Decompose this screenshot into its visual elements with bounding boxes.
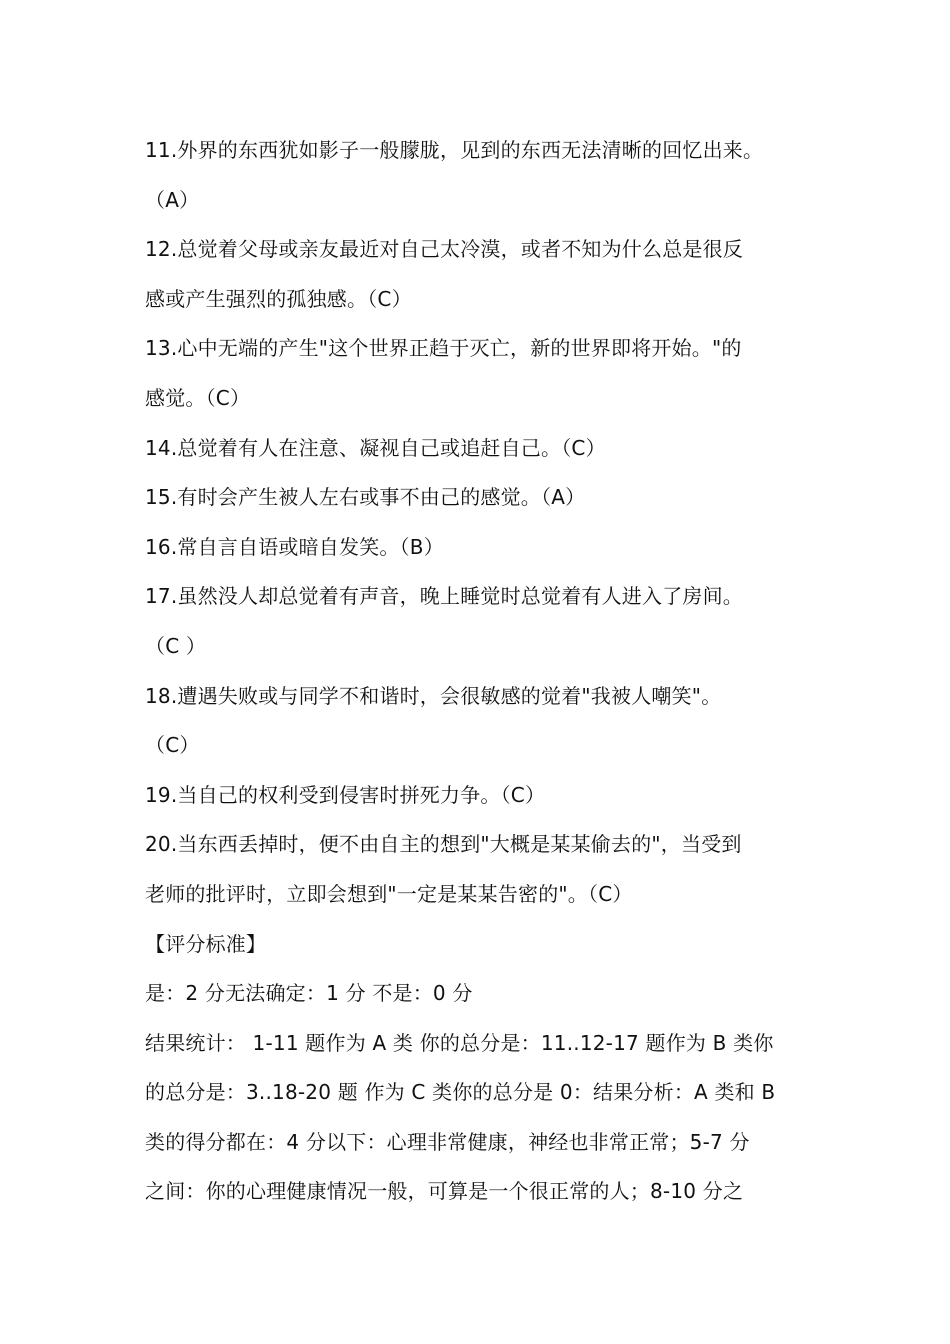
question-18-line-1: 18.遭遇失败或与同学不和谐时，会很敏感的觉着"我被人嘲笑"。 <box>145 683 722 708</box>
question-17-line-1: 17.虽然没人却总觉着有声音，晚上睡觉时总觉着有人进入了房间。 <box>145 584 744 609</box>
scoring-heading: 【评分标准】 <box>145 931 267 956</box>
question-13-line-1: 13.心中无端的产生"这个世界正趋于灭亡，新的世界即将开始。"的 <box>145 336 742 361</box>
question-20-line-1: 20.当东西丢掉时，便不由自主的想到"大概是某某偷去的"，当受到 <box>145 832 742 857</box>
result-line-1: 结果统计： 1-11 题作为 A 类 你的总分是：11..12-17 题作为 B 类你 <box>145 1030 774 1055</box>
document-body <box>145 126 825 1217</box>
question-11-answer: （A） <box>145 187 200 212</box>
question-14: 14.总觉着有人在注意、凝视自己或追赶自己。（C） <box>145 435 606 460</box>
scoring-rule: 是：2 分无法确定：1 分 不是：0 分 <box>145 981 473 1006</box>
result-line-4: 之间：你的心理健康情况一般，可算是一个很正常的人；8-10 分之 <box>145 1179 744 1204</box>
question-15: 15.有时会产生被人左右或事不由己的感觉。（A） <box>145 485 586 510</box>
question-19: 19.当自己的权利受到侵害时拼死力争。（C） <box>145 782 546 807</box>
question-13-line-2: 感觉。（C） <box>145 385 251 410</box>
question-17-answer: （C ） <box>145 633 207 658</box>
question-12-line-1: 12.总觉着父母或亲友最近对自己太冷漠，或者不知为什么总是很反 <box>145 237 744 262</box>
result-line-3: 类的得分都在：4 分以下：心理非常健康，神经也非常正常；5-7 分 <box>145 1129 750 1154</box>
question-11-line-1: 11.外界的东西犹如影子一般朦胧，见到的东西无法清晰的回忆出来。 <box>145 138 764 162</box>
question-20-line-2: 老师的批评时，立即会想到"一定是某某告密的"。（C） <box>145 881 633 906</box>
question-18-answer: （C） <box>145 733 200 758</box>
question-16: 16.常自言自语或暗自发笑。（B） <box>145 534 444 559</box>
result-line-2: 的总分是：3..18-20 题 作为 C 类你的总分是 0：结果分析：A 类和 B <box>145 1080 776 1105</box>
question-12-line-2: 感或产生强烈的孤独感。（C） <box>145 286 412 311</box>
